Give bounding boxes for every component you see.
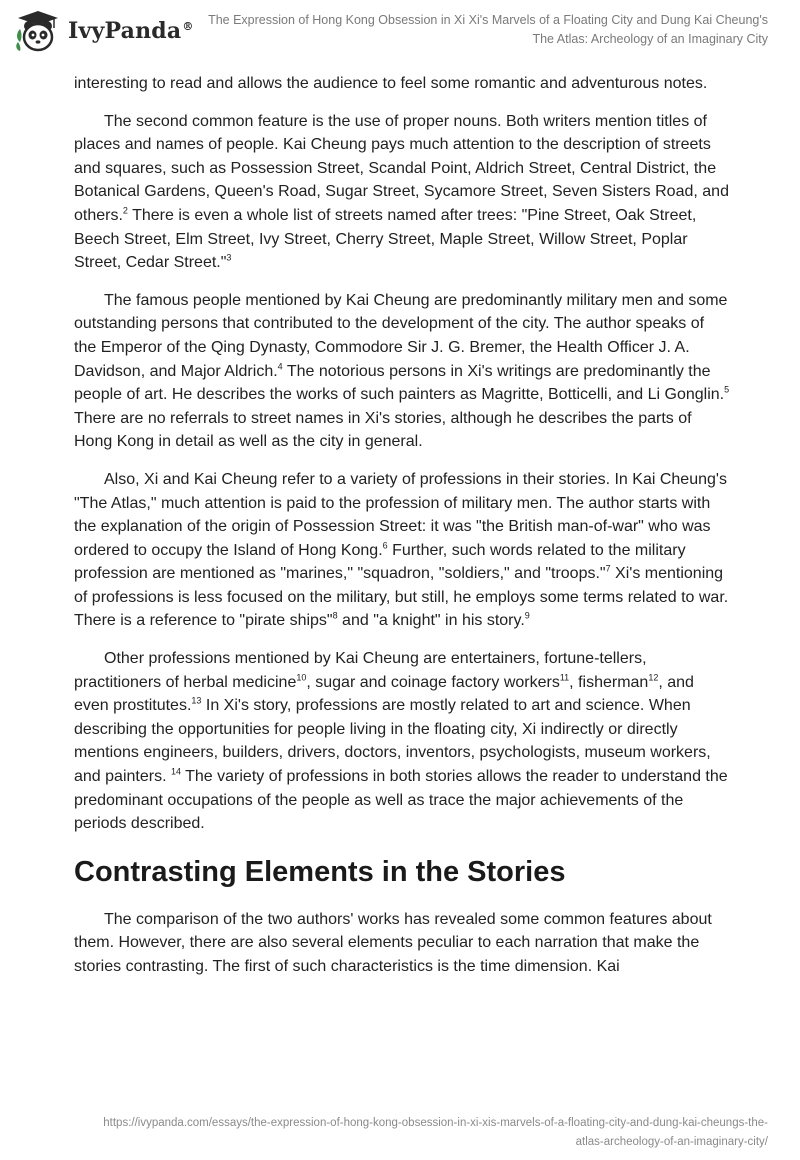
essay-body: [74, 72, 730, 993]
paragraph: The second common feature is the use of proper nouns. Both writers mention titles of places and names of people. Kai Cheung pays much attention to the description of streets and squares, such as Possession Street, Scandal Point, Aldrich Street, Central District, the Botanical Gardens, Queen's Road, Sugar Street, Sycamore Street, Seven Sisters Road, and others.$^2$ There is even a whole list of streets named after trees: "Pine Street, Oak Street, Beech Street, Elm Street, Ivy Street, Cherry Street, Maple Street, Willow Street, Poplar Street, Cedar Street."$^3$: [74, 112, 729, 272]
footnote-ref[interactable]: 14: [170, 766, 181, 777]
footnote-ref[interactable]: 6: [382, 540, 388, 551]
footnote-ref[interactable]: 5: [724, 384, 730, 395]
footnote-ref[interactable]: 4: [277, 361, 283, 372]
footnote-ref[interactable]: 11: [559, 672, 570, 683]
footer-url-line: atlas-archeology-of-an-imaginary-city/: [575, 1136, 768, 1148]
paragraph: The famous people mentioned by Kai Cheung are predominantly military men and some outstanding persons that contributed to the development of the city. The author speaks of the Emperor of the Qing Dynasty, Commodore Sir J. G. Bremer, the Health Officer J. A. Davidson, and Major Aldrich.$^4$ The notorious persons in Xi's writings are predominantly the people of art. He describes the works of such painters as Magritte, Botticelli, and Li Gonglin.$^5$ There are no referrals to street names in Xi's stories, although he describes the parts of Hong Kong in detail as well as the city in general.: [74, 291, 730, 451]
ivypanda-logo[interactable]: [14, 9, 194, 53]
panda-graduate-icon: [14, 9, 62, 53]
footnote-ref[interactable]: 12: [648, 672, 659, 683]
footer-url-line: https://ivypanda.com/essays/the-expression-of-hong-kong-obsession-in-xi-xis-marvels-of-a-floating-city-and-dung-kai-cheungs-the-: [103, 1117, 768, 1129]
footnote-ref[interactable]: 8: [332, 611, 338, 622]
brand-name: IvyPanda®: [68, 18, 194, 44]
paragraph: Other professions mentioned by Kai Cheung are entertainers, fortune-tellers, practitioners of herbal medicine$^{10}$, sugar and coinage factory workers$^{11}$, fisherman$^{12}$, and even prostitutes.$^{13}$ In Xi's story, professions are mostly related to art and science. When describing the opportunities for people living in the floating city, Xi indirectly or directly mentions engineers, builders, drivers, doctors, inventors, psychologists, museum workers, and painters. $^{14}$ The variety of professions in both stories allows the reader to understand the predominant occupations of the people as well as trace the major achievements of the periods described.: [74, 650, 728, 833]
page-footer-url[interactable]: [8, 1114, 768, 1152]
paragraph: interesting to read and allows the audience to feel some romantic and adventurous notes.: [74, 75, 708, 92]
document-title-line: The Atlas: Archeology of an Imaginary City: [532, 32, 768, 46]
paragraph: Also, Xi and Kai Cheung refer to a variety of professions in their stories. In Kai Cheung's "The Atlas," much attention is paid to the profession of military men. The author starts with the explanation of the origin of Possession Street: it was "the British man-of-war" who was ordered to occupy the Island of Hong Kong.$^6$ Further, such words related to the military profession are mentioned as "marines," "squadron, "soldiers," and "troops."$^7$ Xi's mentioning of professions is less focused on the military, but still, he employs some terms related to war. There is a reference to "pirate ships"$^8$ and "a knight" in his story.$^9$: [74, 470, 729, 630]
document-title: [208, 11, 768, 49]
footnote-ref[interactable]: 10: [296, 672, 307, 683]
footnote-ref[interactable]: 3: [226, 252, 232, 263]
footnote-ref[interactable]: 9: [524, 611, 530, 622]
paragraph: The comparison of the two authors' works has revealed some common features about them. However, there are also several elements peculiar to each narration that make the stories contrasting. The first of such characteristics is the time dimension. Kai: [74, 910, 712, 975]
page-header: [0, 0, 800, 62]
document-title-line: The Expression of Hong Kong Obsession in Xi Xi's Marvels of a Floating City and Dung Kai Cheung's: [208, 13, 768, 27]
footnote-ref[interactable]: 7: [605, 563, 611, 574]
footnote-ref[interactable]: 13: [191, 695, 202, 706]
section-heading: Contrasting Elements in the Stories: [74, 855, 566, 888]
footnote-ref[interactable]: 2: [122, 205, 128, 216]
